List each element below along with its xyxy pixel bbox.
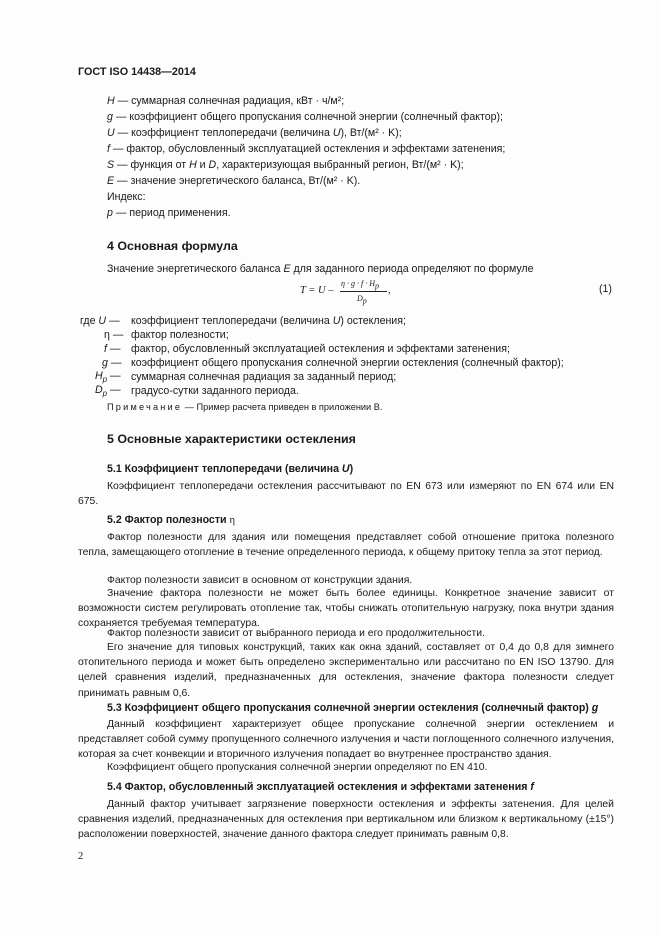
formula-numerator: $\eta \cdot g \cdot f \cdot H_p$ — [341, 279, 379, 291]
definition-h: H — суммарная солнечная радиация, кВт · ч/м²; — [107, 95, 345, 107]
note: Примечание — Пример расчета приведен в приложении В. — [107, 402, 383, 412]
subsection-5-1-heading: 5.1 Коэффициент теплопередачи (величина U) — [107, 463, 354, 475]
where-text-f: фактор, обусловленный эксплуатацией остекления и эффектами затенения; — [131, 343, 510, 355]
formula-fraction-bar — [340, 291, 387, 292]
definition-e: E — значение энергетического баланса, Вт/(м² · K). — [107, 175, 361, 187]
paragraph-5-2-5: Его значение для типовых конструкций, таких как окна зданий, составляет от 0,4 до 0,8 для зимнего отопительного периода и может быть определено экспериментально или рассчитано по EN ISO 13790. Для целей сравнения изделий, предназначенных для остекления, значение фактора полезности следует принимать равным 0,6. — [78, 642, 614, 699]
formula-denominator: $D_p$ — [357, 294, 367, 306]
where-text-g: коэффициент общего пропускания солнечной энергии остекления (солнечный фактор); — [131, 357, 564, 369]
paragraph-5-3-1: Данный коэффициент характеризует общее пропускание солнечной энергии остеклением и представляет собой сумму пропущенного солнечного излучения и части поглощенного солнечного излучения, которая за счет конвекции и вторичного излучения попадает во внутреннее пространство здания. — [78, 719, 614, 761]
formula-lhs: T = U – — [300, 285, 334, 296]
document-header: ГОСТ ISO 14438—2014 — [78, 66, 196, 78]
where-item-dp: $D_p$ — — [95, 384, 121, 399]
page-number: 2 — [78, 851, 84, 862]
section-5-heading: 5 Основные характеристики остекления — [107, 432, 356, 446]
where-item-u: где U — — [80, 315, 120, 327]
definition-u: U — коэффициент теплопередачи (величина U), Вт/(м² · K); — [107, 127, 402, 139]
paragraph-5-2-2: Фактор полезности зависит в основном от конструкции здания. — [107, 575, 413, 586]
paragraph-5-2-3: Значение фактора полезности не может быть более единицы. Конкретное значение зависит от возможности систем регулировать отопление так, чтобы снижать отопительную нагрузку, пока внутри здания сохраняется требуемая температура. — [78, 588, 614, 630]
index-label: Индекс: — [107, 191, 146, 203]
paragraph-5-2-1: Фактор полезности для здания или помещения представляет собой отношение притока полезного тепла, замещающего отопление в течение определенного периода, к общему притоку тепла за этот период. — [78, 532, 614, 559]
paragraph-5-4-1: Данный фактор учитывает загрязнение поверхности остекления и эффекты затенения. Для целей сравнения изделий, предназначенных для остекления при вертикальном или близком к вертикальному (±15°) расположении поверхностей, значение данного фактора следует принимать равным 0,8. — [78, 799, 614, 841]
where-text-eta: фактор полезности; — [131, 329, 229, 341]
where-item-f: f — — [104, 343, 121, 355]
definition-f: f — фактор, обусловленный эксплуатацией остекления и эффектами затенения; — [107, 143, 506, 155]
definition-s: S — функция от H и D, характеризующая выбранный регион, Вт/(м² · K); — [107, 159, 464, 171]
paragraph-5-3-2: Коэффициент общего пропускания солнечной энергии определяют по EN 410. — [107, 762, 488, 773]
subsection-5-2-heading: 5.2 Фактор полезности η — [107, 514, 236, 526]
where-item-hp: $H_p$ — — [95, 370, 121, 385]
formula-number: (1) — [599, 283, 612, 295]
where-text-dp: градусо-сутки заданного периода. — [131, 385, 299, 397]
section-4-intro: Значение энергетического баланса E для заданного периода определяют по формуле — [107, 263, 534, 275]
where-text-hp: суммарная солнечная радиация за заданный период; — [131, 371, 397, 383]
paragraph-5-2-4: Фактор полезности зависит от выбранного периода и его продолжительности. — [107, 628, 485, 639]
where-text-u: коэффициент теплопередачи (величина U) остекления; — [131, 315, 406, 327]
where-item-eta: η — — [104, 329, 124, 341]
subsection-5-4-heading: 5.4 Фактор, обусловленный эксплуатацией остекления и эффектами затенения f — [107, 781, 534, 793]
definition-g: g — коэффициент общего пропускания солнечной энергии (солнечный фактор); — [107, 111, 503, 123]
definition-p: p — период применения. — [107, 207, 231, 219]
subsection-5-3-heading: 5.3 Коэффициент общего пропускания солнечной энергии остекления (солнечный фактор) g — [107, 702, 599, 714]
section-4-heading: 4 Основная формула — [107, 239, 238, 253]
paragraph-5-1-1: Коэффициент теплопередачи остекления рассчитывают по EN 673 или измеряют по EN 674 или EN 675. — [78, 481, 614, 508]
where-item-g: g — — [102, 357, 122, 369]
formula-tail: , — [388, 285, 391, 296]
